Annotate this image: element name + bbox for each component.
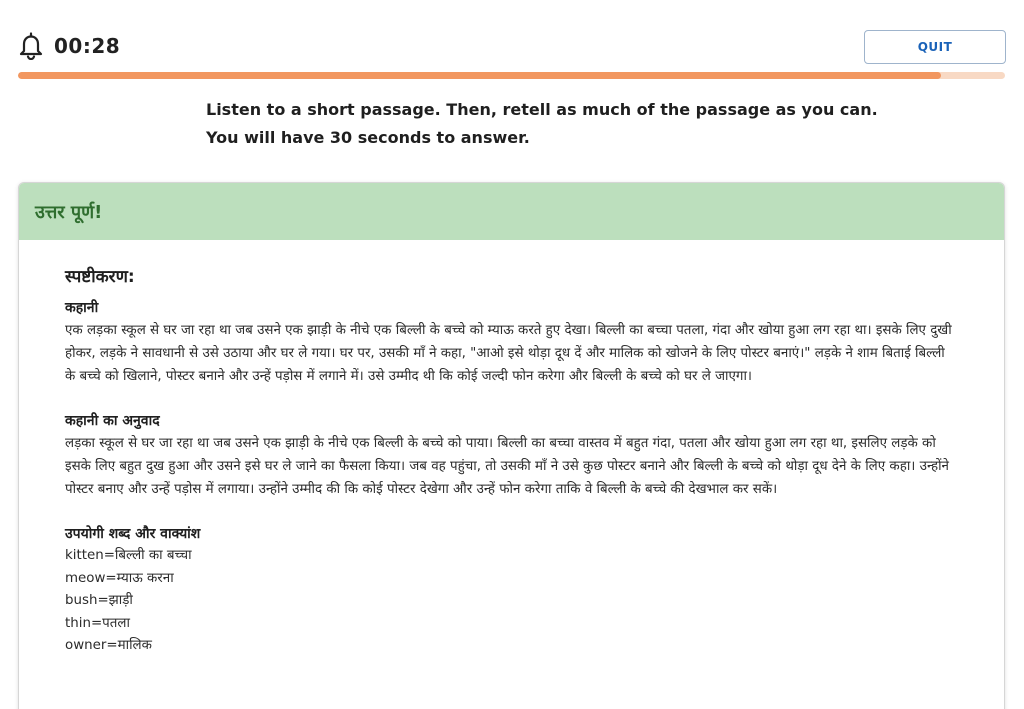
vocab-title: उपयोगी शब्द और वाक्यांश <box>65 526 201 542</box>
instructions <box>206 96 906 152</box>
instruction-line-2: You will have 30 seconds to answer. <box>206 128 530 147</box>
top-bar <box>18 28 1006 68</box>
explanation-title: स्पष्टीकरण: <box>65 267 135 287</box>
quit-button[interactable]: QUIT <box>864 30 1006 64</box>
timer <box>18 32 120 60</box>
vocab-list <box>65 545 958 658</box>
progress-bar <box>18 72 1005 79</box>
story-text: एक लड़का स्कूल से घर जा रहा था जब उसने एक झाड़ी के नीचे एक बिल्ली के बच्चे को म्याऊ करते हुए देखा। बिल्ली का बच्चा पतला, गंदा और खोया हुआ लग रहा था। इसके लिए दुखी होकर, लड़के ने सावधानी से उसे उठाया और घर ले गया। घर पर, उसकी माँ ने कहा, "आओ इसे थोड़ा दूध दें और मालिक को खोजने के लिए पोस्टर बनाएं।" लड़के ने शाम बिताई बिल्ली के बच्चे को खिलाने, पोस्टर बनाने और उन्हें पड़ोस में लगाने में। उसे उम्मीद थी कि कोई जल्दी फोन करेगा और बिल्ली के बच्चे को घर ले जाएगा। <box>65 323 952 384</box>
explanation-body <box>19 240 1004 658</box>
instruction-line-1: Listen to a short passage. Then, retell as much of the passage as you can. <box>206 100 878 119</box>
vocab-item: kitten=बिल्ली का बच्चा <box>65 548 192 563</box>
bell-icon <box>18 32 44 60</box>
timer-text: 00:28 <box>54 34 121 58</box>
translation-text: लड़का स्कूल से घर जा रहा था जब उसने एक झाड़ी के नीचे एक बिल्ली के बच्चे को पाया। बिल्ली का बच्चा वास्तव में बहुत गंदा, पतला और खोया हुआ लग रहा था, इसलिए लड़के को इसके लिए बहुत दुख हुआ और उसने इसे घर ले जाने का फैसला किया। जब वह पहुंचा, तो उसकी माँ ने उसे कुछ पोस्टर बनाने और बिल्ली के बच्चे को थोड़ा दूध देने के लिए कहा। उन्होंने पोस्टर बनाए और उन्हें पड़ोस में लगाया। उन्होंने उम्मीद की कि कोई पोस्टर देखेगा और उन्हें फोन करेगा ताकि वे बिल्ली के बच्चे की देखभाल कर सकें। <box>65 436 949 497</box>
vocab-item: owner=मालिक <box>65 638 152 653</box>
result-status: उत्तर पूर्ण! <box>35 201 103 223</box>
result-header <box>19 183 1004 240</box>
result-card <box>18 182 1005 709</box>
story-title: कहानी <box>65 300 99 316</box>
vocab-item: thin=पतला <box>65 615 130 631</box>
translation-title: कहानी का अनुवाद <box>65 413 160 429</box>
vocab-item: bush=झाड़ी <box>65 593 133 608</box>
vocab-item: meow=म्याऊ करना <box>65 570 174 586</box>
progress-fill <box>18 72 941 79</box>
